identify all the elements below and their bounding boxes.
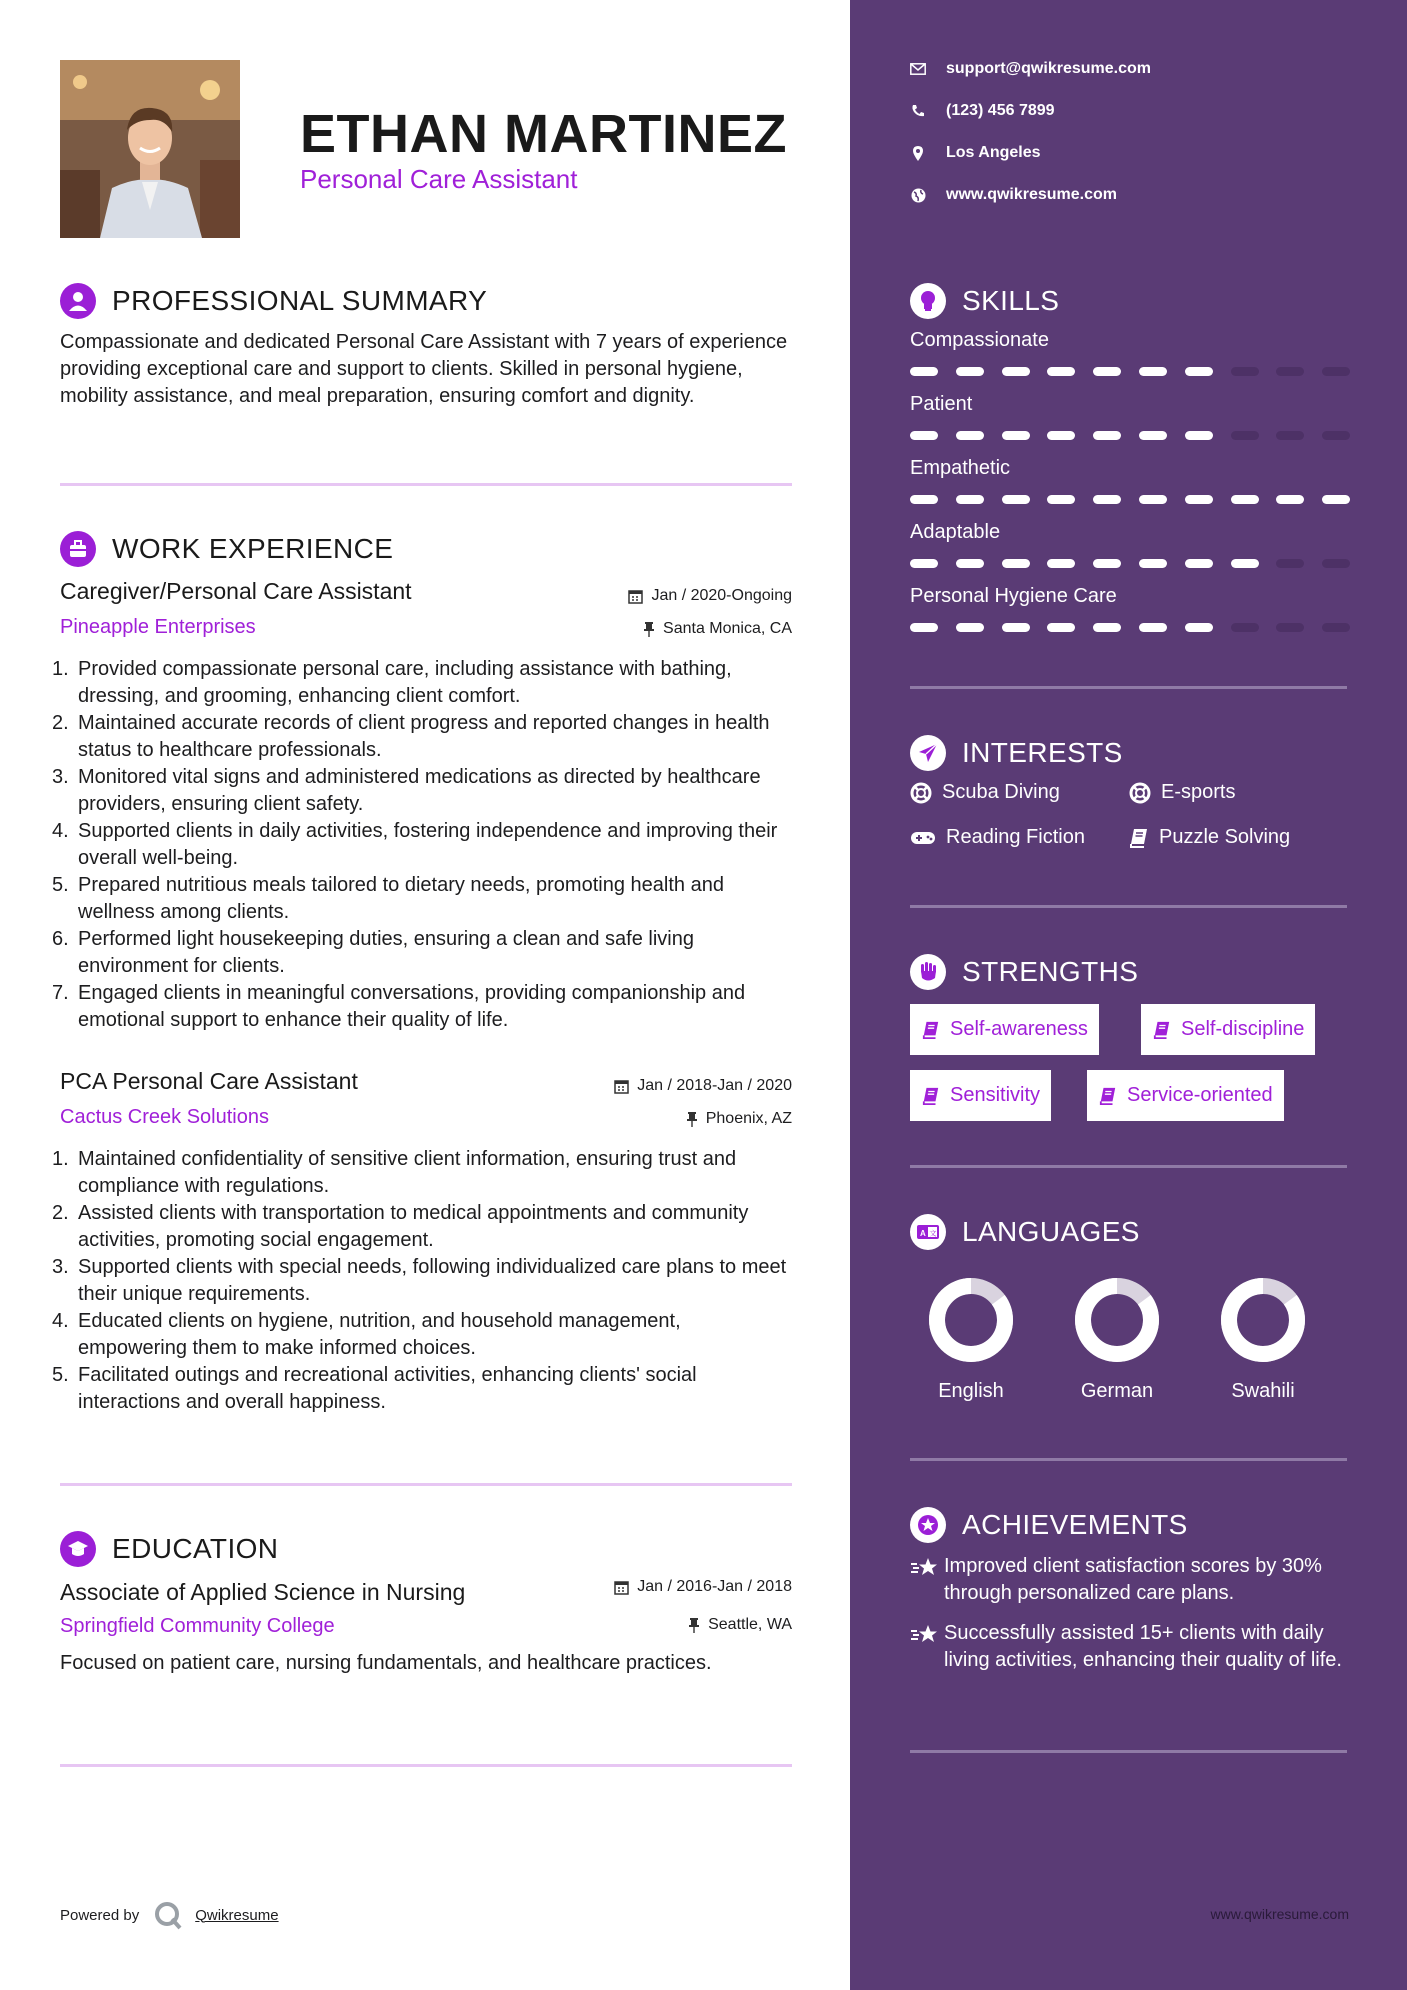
- strength-badge: [1087, 1070, 1284, 1121]
- skill-segment: [1139, 495, 1167, 504]
- skill-segment: [1093, 367, 1121, 376]
- strength-badge: [910, 1004, 1099, 1055]
- skill-segment: [1322, 431, 1350, 440]
- job-title: PCA Personal Care Assistant: [60, 1068, 358, 1094]
- language-donut: [1067, 1270, 1167, 1375]
- job-company: Cactus Creek Solutions: [60, 1106, 269, 1128]
- skill-segment: [956, 367, 984, 376]
- job-bullets: [52, 1146, 792, 1416]
- language-donut: [921, 1270, 1021, 1375]
- bullet-text: Supported clients in daily activities, fostering independence and improving their overall well-being.: [78, 820, 778, 869]
- contact-email-text: support@qwikresume.com: [946, 60, 1151, 77]
- skill-segment: [1231, 367, 1259, 376]
- section-divider: [910, 1165, 1347, 1168]
- strength-badge: [1141, 1004, 1315, 1055]
- svg-text:A: A: [920, 1229, 926, 1238]
- contact-location: [910, 144, 1041, 162]
- interest-item: [910, 781, 1060, 804]
- section-divider: [60, 483, 792, 486]
- calendar-icon: [628, 589, 643, 604]
- candidate-title: Personal Care Assistant: [300, 164, 578, 194]
- skill-segment: [1322, 559, 1350, 568]
- envelope-icon: [910, 63, 926, 75]
- skill-segment: [1093, 495, 1121, 504]
- contact-email[interactable]: [910, 60, 1151, 78]
- section-divider: [910, 686, 1347, 689]
- strength-badge: [910, 1070, 1051, 1121]
- pushpin-icon: [643, 622, 655, 637]
- experience-heading-text: WORK EXPERIENCE: [112, 533, 394, 564]
- education-date: [614, 1578, 792, 1596]
- bullet-text: Engaged clients in meaningful conversations, providing companionship and emotional support to enhance their quality of life.: [78, 982, 746, 1031]
- language-donut: [1213, 1270, 1313, 1375]
- interest-label: Scuba Diving: [942, 781, 1060, 803]
- lifebuoy-icon: [1129, 782, 1151, 804]
- bullet-number: 4.: [52, 1310, 69, 1332]
- contact-location-text: Los Angeles: [946, 144, 1041, 161]
- achievements-heading-text: ACHIEVEMENTS: [962, 1509, 1188, 1540]
- skill-segment: [956, 559, 984, 568]
- bullet-text: Supported clients with special needs, following individualized care plans to meet their unique requirements.: [78, 1256, 787, 1305]
- user-icon: [60, 283, 96, 319]
- skill-segment: [956, 431, 984, 440]
- language-name: Swahili: [1231, 1380, 1295, 1402]
- skill-segment: [1047, 367, 1075, 376]
- strengths-heading: [910, 954, 1138, 990]
- skill-level-bar: [910, 559, 1350, 569]
- sidebar: [850, 0, 1407, 1990]
- achievement-text: Improved client satisfaction scores by 30% through personalized care plans.: [944, 1555, 1322, 1604]
- skill-segment: [1002, 623, 1030, 632]
- skill-segment: [1139, 431, 1167, 440]
- skill-name: Compassionate: [910, 329, 1049, 351]
- profile-photo-image: [60, 60, 240, 238]
- skill-segment: [1231, 431, 1259, 440]
- education-heading-text: EDUCATION: [112, 1533, 279, 1564]
- bullet-item: [52, 710, 792, 764]
- skill-segment: [1276, 431, 1304, 440]
- contact-phone-text: (123) 456 7899: [946, 102, 1055, 119]
- strengths-heading-text: STRENGTHS: [962, 956, 1139, 987]
- skill-segment: [1047, 495, 1075, 504]
- education-location: [688, 1616, 792, 1634]
- skill-segment: [1276, 367, 1304, 376]
- bullet-number: 2.: [52, 712, 69, 734]
- section-divider: [910, 1750, 1347, 1753]
- summary-heading-text: PROFESSIONAL SUMMARY: [112, 285, 488, 316]
- book-icon: [1153, 1021, 1171, 1039]
- skills-heading: [910, 283, 1059, 319]
- interests-heading-text: INTERESTS: [962, 737, 1123, 768]
- bullet-text: Prepared nutritious meals tailored to dietary needs, promoting health and wellness among clients.: [78, 874, 724, 923]
- education-school: Springfield Community College: [60, 1615, 335, 1637]
- language-icon: [910, 1214, 946, 1250]
- shooting-star-icon: [910, 1553, 944, 1607]
- skill-segment: [956, 495, 984, 504]
- bullet-text: Educated clients on hygiene, nutrition, and household management, empowering them to make informed choices.: [78, 1310, 681, 1359]
- interest-label: Reading Fiction: [946, 826, 1085, 848]
- skill-segment: [1185, 495, 1213, 504]
- experience-heading: [60, 531, 393, 567]
- bullet-item: [52, 1146, 792, 1200]
- skill-segment: [1002, 431, 1030, 440]
- bullet-number: 5.: [52, 1364, 69, 1386]
- strength-label: Self-awareness: [950, 1018, 1088, 1040]
- skill-segment: [1231, 623, 1259, 632]
- skill-segment: [1322, 495, 1350, 504]
- lifebuoy-icon: [910, 782, 932, 804]
- skills-heading-text: SKILLS: [962, 285, 1060, 316]
- interest-label: Puzzle Solving: [1159, 826, 1291, 848]
- footer-powered-by: [60, 1900, 279, 1930]
- interest-label: E-sports: [1161, 781, 1236, 803]
- job-location-text: Phoenix, AZ: [705, 1110, 792, 1127]
- bullet-item: [52, 1254, 792, 1308]
- bullet-item: [52, 1308, 792, 1362]
- bullet-number: 2.: [52, 1202, 69, 1224]
- education-date-text: Jan / 2016-Jan / 2018: [637, 1578, 792, 1595]
- bullet-item: [52, 926, 792, 980]
- interests-heading: [910, 735, 1123, 771]
- section-divider: [910, 905, 1347, 908]
- interest-item: [1129, 826, 1290, 849]
- bullet-item: [52, 872, 792, 926]
- education-location-text: Seattle, WA: [708, 1616, 792, 1633]
- skill-segment: [1002, 495, 1030, 504]
- achievement-text: Successfully assisted 15+ clients with daily living activities, enhancing their quality of life.: [944, 1622, 1342, 1671]
- education-heading: [60, 1531, 278, 1567]
- bullet-text: Provided compassionate personal care, including assistance with bathing, dressing, and grooming, enhancing client comfort.: [78, 658, 732, 707]
- skill-segment: [1185, 367, 1213, 376]
- skill-name: Patient: [910, 393, 973, 415]
- bullet-number: 5.: [52, 874, 69, 896]
- skill-segment: [1231, 559, 1259, 568]
- star-badge-icon: [910, 1507, 946, 1543]
- job-date-text: Jan / 2018-Jan / 2020: [637, 1077, 792, 1094]
- powered-by-text: Powered by: [60, 1906, 140, 1924]
- language-name: English: [938, 1380, 1004, 1402]
- summary-text: Compassionate and dedicated Personal Care Assistant with 7 years of experience providing exceptional care and support to clients. Skilled in personal hygiene, mobility assistance, and meal preparation, ensuring comfort and dignity.: [60, 331, 788, 407]
- job-date: [628, 587, 792, 605]
- job-location-text: Santa Monica, CA: [663, 620, 792, 637]
- bullet-number: 3.: [52, 766, 69, 788]
- qwikresume-link[interactable]: Qwikresume: [195, 1906, 279, 1924]
- skill-level-bar: [910, 367, 1350, 377]
- skill-segment: [910, 495, 938, 504]
- skill-segment: [910, 623, 938, 632]
- book-icon: [922, 1021, 940, 1039]
- achievement-item: [910, 1620, 1350, 1674]
- skill-segment: [1002, 367, 1030, 376]
- skill-segment: [1047, 431, 1075, 440]
- skill-segment: [1093, 559, 1121, 568]
- phone-icon: [910, 104, 926, 118]
- candidate-name: ETHAN MARTINEZ: [300, 104, 787, 164]
- education-degree: Associate of Applied Science in Nursing: [60, 1579, 466, 1605]
- skill-segment: [1276, 495, 1304, 504]
- bullet-text: Monitored vital signs and administered medications as directed by healthcare providers, ensuring client safety.: [78, 766, 761, 815]
- map-pin-icon: [910, 146, 926, 161]
- section-divider: [60, 1483, 792, 1486]
- summary-heading: [60, 283, 487, 319]
- shooting-star-icon: [910, 1620, 944, 1674]
- skill-segment: [1139, 623, 1167, 632]
- contact-phone[interactable]: [910, 102, 1055, 120]
- bullet-number: 4.: [52, 820, 69, 842]
- job-location: [643, 620, 792, 638]
- skill-level-bar: [910, 623, 1350, 633]
- briefcase-icon: [60, 531, 96, 567]
- skill-segment: [1276, 623, 1304, 632]
- skill-segment: [1322, 367, 1350, 376]
- pushpin-icon: [688, 1618, 700, 1633]
- skill-segment: [910, 367, 938, 376]
- skill-segment: [1139, 367, 1167, 376]
- globe-icon: [910, 188, 926, 203]
- qwikresume-logo-icon: [153, 1900, 183, 1930]
- job-location: [686, 1110, 792, 1128]
- pushpin-icon: [686, 1112, 698, 1127]
- bullet-number: 1.: [52, 658, 69, 680]
- footer-website[interactable]: www.qwikresume.com: [1210, 1906, 1349, 1922]
- achievements-heading: [910, 1507, 1188, 1543]
- bullet-number: 3.: [52, 1256, 69, 1278]
- bullet-item: [52, 818, 792, 872]
- skill-segment: [1185, 559, 1213, 568]
- contact-website-text: www.qwikresume.com: [946, 186, 1118, 203]
- bullet-text: Maintained confidentiality of sensitive client information, ensuring trust and compliance with regulations.: [78, 1148, 737, 1197]
- languages-heading-text: LANGUAGES: [962, 1216, 1140, 1247]
- gamepad-icon: [910, 830, 936, 846]
- svg-text:文: 文: [929, 1230, 937, 1238]
- interest-item: [910, 826, 1085, 849]
- language-name: German: [1080, 1380, 1154, 1402]
- skill-segment: [1322, 623, 1350, 632]
- skill-segment: [910, 559, 938, 568]
- section-divider: [60, 1764, 792, 1767]
- bullet-text: Assisted clients with transportation to medical appointments and community activities, promoting social engagement.: [78, 1202, 749, 1251]
- job-title: Caregiver/Personal Care Assistant: [60, 578, 412, 604]
- skill-level-bar: [910, 431, 1350, 441]
- book-icon: [922, 1087, 940, 1105]
- calendar-icon: [614, 1580, 629, 1595]
- skill-segment: [1047, 623, 1075, 632]
- book-icon: [1099, 1087, 1117, 1105]
- skill-segment: [1185, 623, 1213, 632]
- hand-fist-icon: [910, 954, 946, 990]
- bullet-item: [52, 764, 792, 818]
- skill-name: Adaptable: [910, 521, 1001, 543]
- bullet-item: [52, 980, 792, 1034]
- skill-segment: [1093, 431, 1121, 440]
- skill-segment: [1093, 623, 1121, 632]
- bullet-item: [52, 1200, 792, 1254]
- job-date-text: Jan / 2020-Ongoing: [651, 587, 792, 604]
- profile-photo: [60, 60, 240, 238]
- achievement-item: [910, 1553, 1350, 1607]
- interest-item: [1129, 781, 1235, 804]
- bullet-text: Facilitated outings and recreational activities, enhancing clients' social interactions and overall happiness.: [78, 1364, 697, 1413]
- skill-segment: [1276, 559, 1304, 568]
- strength-label: Self-discipline: [1181, 1018, 1305, 1040]
- section-divider: [910, 1458, 1347, 1461]
- bullet-number: 1.: [52, 1148, 69, 1170]
- calendar-icon: [614, 1079, 629, 1094]
- bullet-number: 6.: [52, 928, 69, 950]
- skill-segment: [1047, 559, 1075, 568]
- strength-label: Sensitivity: [950, 1084, 1041, 1106]
- bullet-item: [52, 1362, 792, 1416]
- skill-name: Personal Hygiene Care: [910, 585, 1117, 607]
- skill-name: Empathetic: [910, 457, 1011, 479]
- skill-level-bar: [910, 495, 1350, 505]
- skill-segment: [1231, 495, 1259, 504]
- bullet-item: [52, 656, 792, 710]
- skill-segment: [1002, 559, 1030, 568]
- graduation-cap-icon: [60, 1531, 96, 1567]
- bullet-number: 7.: [52, 982, 69, 1004]
- bullet-text: Maintained accurate records of client progress and reported changes in health status to healthcare professionals.: [78, 712, 770, 761]
- book-icon: [1129, 828, 1149, 848]
- education-description: Focused on patient care, nursing fundamentals, and healthcare practices.: [60, 1652, 712, 1674]
- paper-plane-icon: [910, 735, 946, 771]
- lightbulb-icon: [910, 283, 946, 319]
- contact-website[interactable]: [910, 186, 1117, 204]
- bullet-text: Performed light housekeeping duties, ensuring a clean and safe living environment for clients.: [78, 928, 694, 977]
- job-bullets: [52, 656, 792, 1034]
- strength-label: Service-oriented: [1127, 1084, 1273, 1106]
- job-date: [614, 1077, 792, 1095]
- languages-heading: [910, 1214, 1140, 1250]
- skill-segment: [1185, 431, 1213, 440]
- skill-segment: [956, 623, 984, 632]
- skill-segment: [910, 431, 938, 440]
- skill-segment: [1139, 559, 1167, 568]
- job-company: Pineapple Enterprises: [60, 616, 256, 638]
